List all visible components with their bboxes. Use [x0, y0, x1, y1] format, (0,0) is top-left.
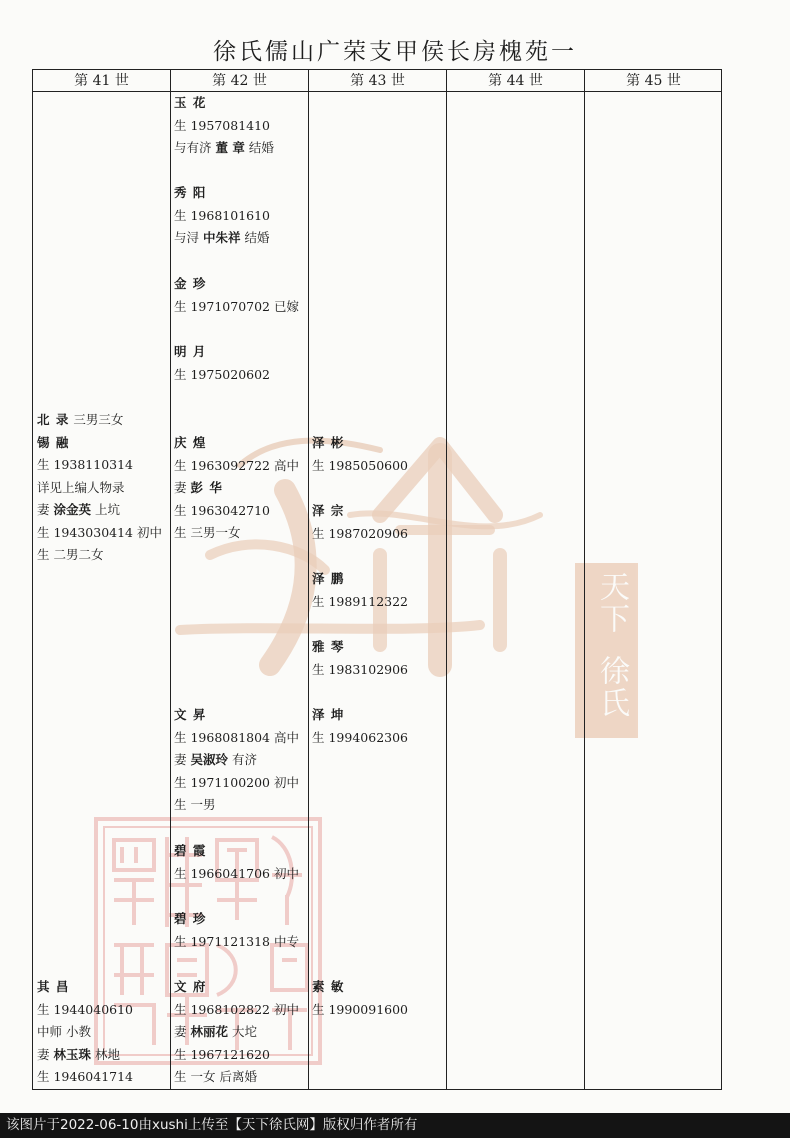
person-entry-bixia [174, 840, 299, 885]
wife-line: 妻 吴淑玲 有济 [174, 752, 257, 767]
birth-date: 生 1985050600 [312, 457, 409, 473]
marriage-note: 与有济 董 章 结婚 [174, 140, 274, 155]
birth-date: 生 1944040610 [37, 1001, 134, 1017]
children-note: 生 一男 [174, 797, 216, 812]
birth-date: 生 1975020602 [174, 366, 271, 382]
header-gen-45: 第 45 世 [585, 70, 722, 92]
person-name: 碧 珍 [174, 911, 207, 926]
person-name: 文 昇 [174, 707, 207, 722]
header-gen-43: 第 43 世 [309, 70, 446, 92]
birth-date: 生 1957081410 [174, 117, 271, 133]
person-name: 泽 彬 [312, 435, 345, 450]
person-entry-zebin [312, 432, 408, 477]
person-entry-zekun [312, 704, 408, 749]
person-name: 素 敏 [312, 979, 345, 994]
wife-line: 妻 彭 华 [174, 480, 223, 495]
person-entry-yuhua [174, 92, 274, 160]
birth-date: 生 1966041706 初中 [174, 865, 299, 881]
person-entry-jinzhen [174, 273, 299, 318]
column-divider [584, 70, 585, 1089]
person-name: 明 月 [174, 344, 207, 359]
children-note: 生 三男一女 [174, 525, 241, 540]
birth-date: 生 1987020906 [312, 525, 409, 541]
column-divider [170, 70, 171, 1089]
wife-birth: 生 1943030414 初中 [37, 524, 162, 540]
person-name: 锡 融 [37, 434, 70, 450]
wife-birth: 生 1963042710 [174, 502, 271, 518]
birth-date: 生 1971121318 中专 [174, 933, 299, 949]
person-entry-mingyue [174, 341, 270, 386]
person-name: 泽 鹏 [312, 571, 345, 586]
person-entry-xiuyang [174, 182, 270, 250]
marriage-note: 与浔 中朱祥 结婚 [174, 230, 270, 245]
page-title: 徐氏儒山广荣支甲侯长房槐苑一 [213, 39, 577, 65]
person-entry-wenfu [174, 976, 299, 1089]
watermark-text-2: 徐氏 [594, 655, 629, 719]
wife-line: 妻 林丽花 大坨 [174, 1024, 257, 1039]
occupation: 中师 小教 [37, 1024, 91, 1039]
birth-date: 生 1990091600 [312, 1001, 409, 1017]
header-gen-41: 第 41 世 [33, 70, 170, 92]
birth-date: 生 1968102822 初中 [174, 1001, 299, 1017]
children-note: 生 二男二女 [37, 547, 104, 562]
birth-date: 生 1989112322 [312, 593, 409, 609]
header-gen-42: 第 42 世 [171, 70, 308, 92]
person-name: 秀 阳 [174, 185, 207, 200]
person-name: 文 府 [174, 979, 207, 994]
upload-copyright-footer: 该图片于2022-06-10由xushi上传至【天下徐氏网】版权归作者所有 [0, 1113, 790, 1138]
person-name: 碧 霞 [174, 843, 207, 858]
wife-birth: 生 1971100200 初中 [174, 774, 299, 790]
children-note: 生 一女 后离婚 [174, 1069, 257, 1084]
person-entry-zepeng [312, 568, 408, 613]
birth-date: 生 1968101610 [174, 207, 271, 223]
column-divider [446, 70, 447, 1089]
person-entry-qichang [37, 976, 133, 1089]
person-name: 雅 琴 [312, 639, 345, 654]
wife-birth: 生 1946041714 [37, 1069, 134, 1084]
birth-date: 生 1971070702 已嫁 [174, 298, 299, 314]
wife-line: 妻 涂金英 上坑 [37, 502, 120, 517]
person-name: 其 昌 [37, 979, 70, 994]
person-name: 金 珍 [174, 276, 207, 291]
person-name: 泽 宗 [312, 503, 345, 518]
birth-date: 生 1983102906 [312, 661, 409, 677]
person-name: 泽 坤 [312, 707, 345, 722]
person-entry-zezong [312, 500, 408, 545]
person-name: 玉 花 [174, 95, 207, 110]
person-entry-bizhen [174, 908, 299, 953]
person-entry-sumin [312, 976, 408, 1021]
wife-line: 妻 林玉珠 林地 [37, 1046, 120, 1062]
birth-date: 生 1968081804 高中 [174, 729, 299, 745]
watermark-text-1: 天下 [594, 571, 629, 635]
birth-date: 生 1938110314 [37, 457, 134, 472]
person-name: 庆 煌 [174, 435, 207, 450]
header-gen-44: 第 44 世 [447, 70, 584, 92]
person-entry-qinghuang [174, 432, 299, 545]
person-entry-yaqin [312, 636, 408, 681]
branch-line: 北 录 三男三女 [37, 412, 124, 427]
birth-date: 生 1963092722 高中 [174, 457, 299, 473]
wife-birth: 生 1967121620 [174, 1046, 271, 1062]
person-entry-wensheng [174, 704, 299, 817]
birth-date: 生 1994062306 [312, 729, 409, 745]
bio-note: 详见上编人物录 [37, 479, 125, 495]
person-entry-xirong [37, 409, 162, 567]
column-divider [308, 70, 309, 1089]
